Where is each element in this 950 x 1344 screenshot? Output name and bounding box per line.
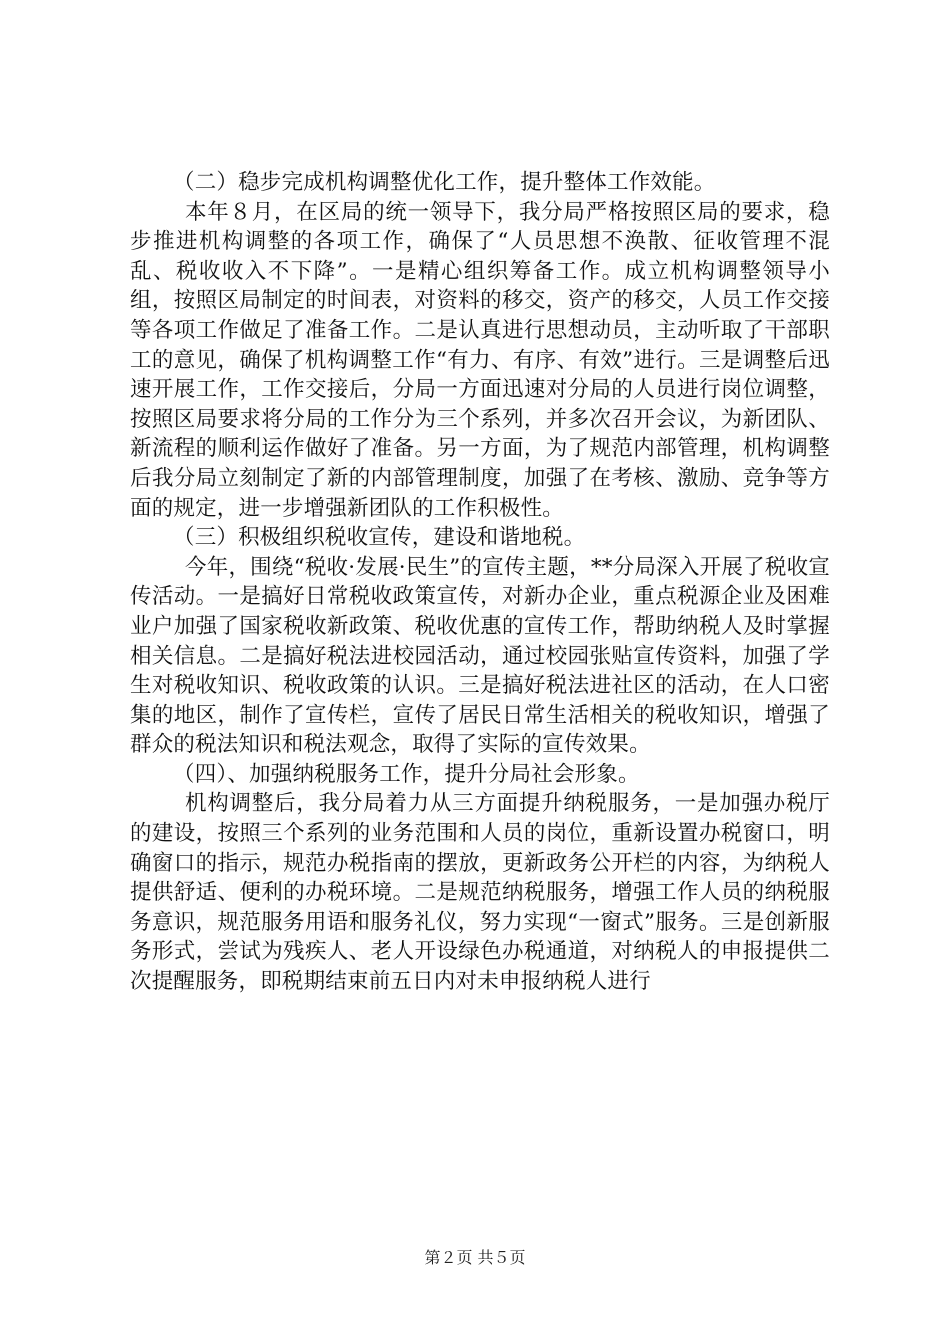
body-paragraph-1: 本年８月，在区局的统一领导下，我分局严格按照区局的要求，稳步推进机构调整的各项工作，确保了“人员思想不涣散、征收管理不混乱、税收收入不下降”。一是精心组织筹备工作。成立机构调整领导小组，按照区局制定的时间表，对资料的移交，资产的移交，人员工作交接等各项工作做足了准备工作。二是认真进行思想动员，主动听取了干部职工的意见，确保了机构调整工作“有力、有序、有效”进行。三是调整后迅速开展工作，工作交接后，分局一方面迅速对分局的人员进行岗位调整，按照区局要求将分局的工作分为三个系列，并多次召开会议，为新团队、新流程的顺利运作做好了准备。另一方面，为了规范内部管理，机构调整后我分局立刻制定了新的内部管理制度，加强了在考核、激励、竞争等方面的规定，进一步增强新团队的工作积极性。 [130,199,830,521]
section-heading-3: （三）积极组织税收宣传，建设和谐地税。 [173,525,586,551]
body-paragraph-2: 今年，围绕“税收·发展·民生”的宣传主题，**分局深入开展了税收宣传活动。一是搞好日常税收政策宣传，对新办企业，重点税源企业及困难业户加强了国家税收新政策、税收优惠的宣传工作，帮助纳税人及时掌握相关信息。二是搞好税法进校园活动，通过校园张贴宣传资料，加强了学生对税收知识、税收政策的认识。三是搞好税法进社区的活动，在人口密集的地区，制作了宣传栏，宣传了居民日常生活相关的税收知识，增强了群众的税法知识和税法观念，取得了实际的宣传效果。 [130,554,830,758]
page-number-footer: 第２页 共５页 [424,1248,526,1267]
body-paragraph-3: 机构调整后，我分局着力从三方面提升纳税服务，一是加强办税厅的建设，按照三个系列的业务范围和人员的岗位，重新设置办税窗口，明确窗口的指示，规范办税指南的摆放，更新政务公开栏的内容，为纳税人提供舒适、便利的办税环境。二是规范纳税服务，增强工作人员的纳税服务意识，规范服务用语和服务礼仪，努力实现“一窗式”服务。三是创新服务形式，尝试为残疾人、老人开设绿色办税通道，对纳税人的申报提供二次提醒服务，即税期结束前五日内对未申报纳税人进行 [130,791,830,995]
section-heading-2: （二）稳步完成机构调整优化工作，提升整体工作效能。 [173,170,716,195]
document-body [130,168,830,997]
section-heading-4: （四）、加强纳税服务工作，提升分局社会形象。 [173,761,640,787]
